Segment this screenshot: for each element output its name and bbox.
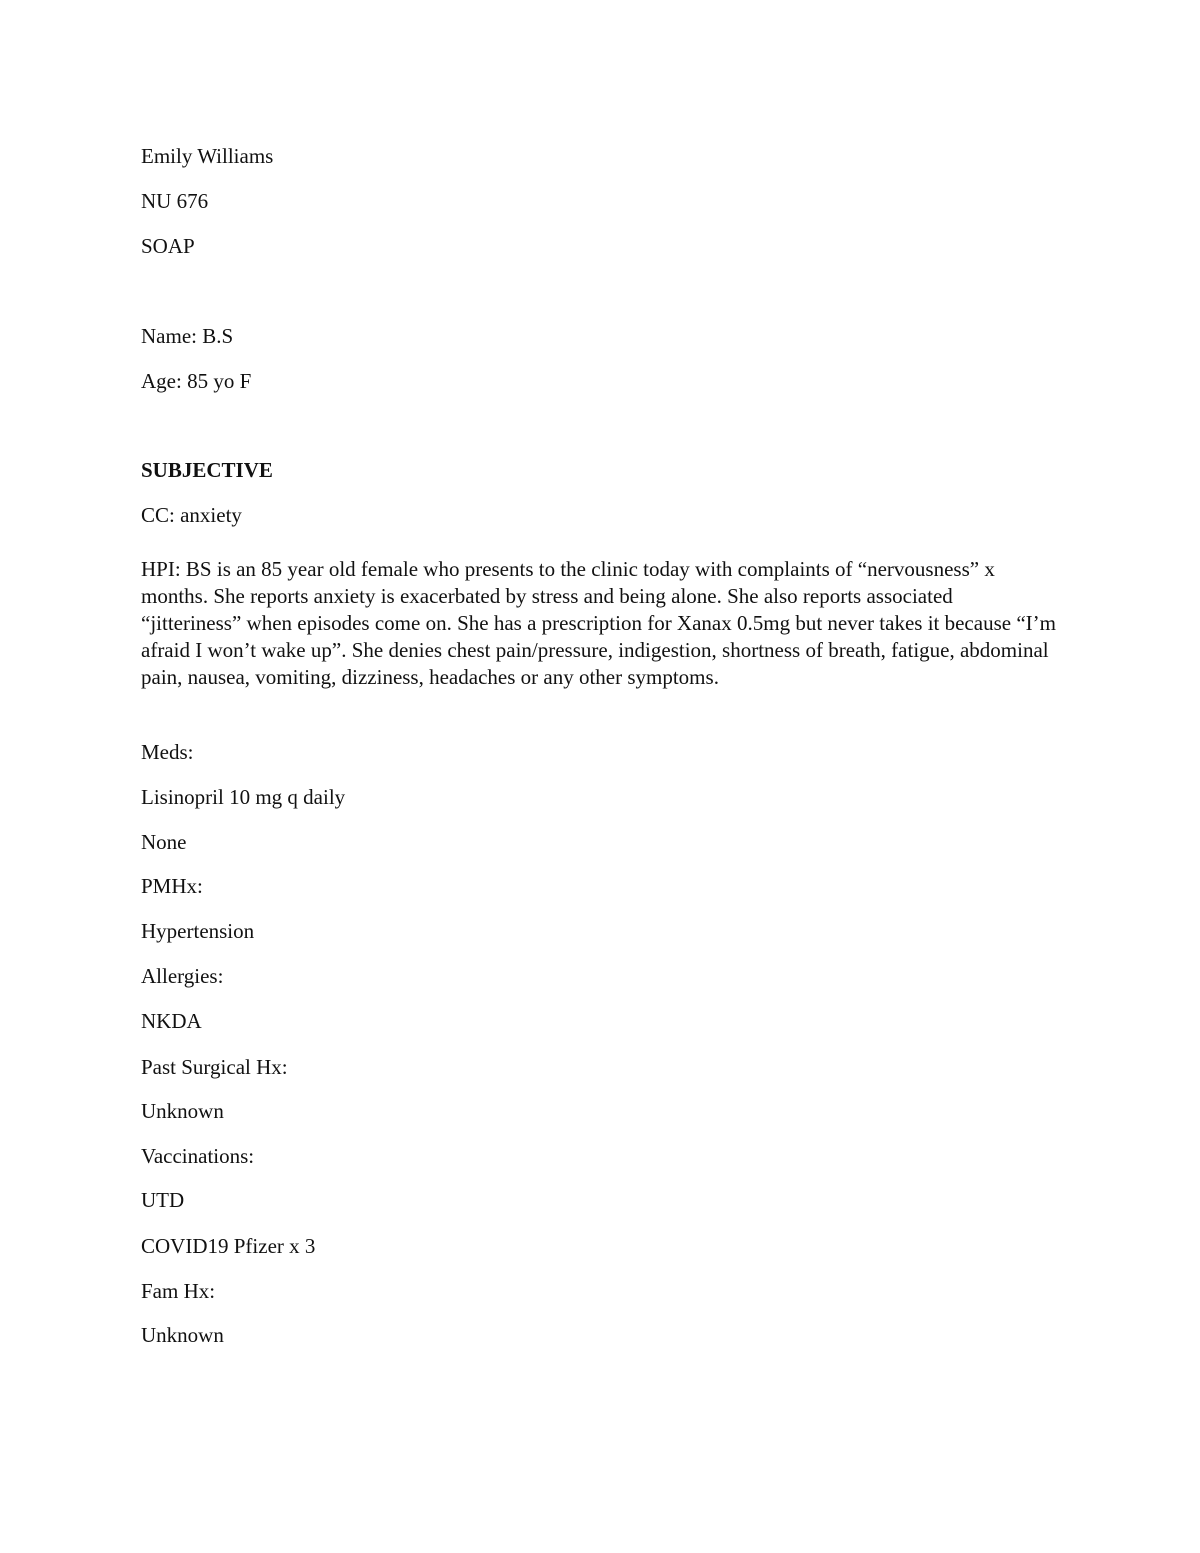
allergies-label: Allergies: bbox=[141, 964, 224, 988]
document-type: SOAP bbox=[141, 234, 195, 258]
patient-age: Age: 85 yo F bbox=[141, 369, 252, 393]
vaccination-item: UTD bbox=[141, 1188, 185, 1212]
family-history-label: Fam Hx: bbox=[141, 1279, 216, 1303]
meds-item: None bbox=[141, 830, 187, 854]
vaccinations-label: Vaccinations: bbox=[141, 1144, 255, 1168]
surgical-history-label: Past Surgical Hx: bbox=[141, 1055, 288, 1079]
pmhx-label: PMHx: bbox=[141, 874, 203, 898]
subjective-heading: SUBJECTIVE bbox=[141, 458, 273, 482]
pmhx-value: Hypertension bbox=[141, 919, 255, 943]
family-history-value: Unknown bbox=[141, 1323, 224, 1347]
chief-complaint: CC: anxiety bbox=[141, 503, 242, 527]
author-name: Emily Williams bbox=[141, 144, 274, 168]
patient-name: Name: B.S bbox=[141, 324, 234, 348]
allergies-value: NKDA bbox=[141, 1009, 202, 1033]
meds-item: Lisinopril 10 mg q daily bbox=[141, 785, 346, 809]
meds-label: Meds: bbox=[141, 740, 194, 764]
surgical-history-value: Unknown bbox=[141, 1099, 224, 1123]
hpi-paragraph: HPI: BS is an 85 year old female who presents to the clinic today with complaints of “nervousness” x months. She reports anxiety is exacerbated by stress and being alone. She also reports associated “jitteriness” when episodes come on. She has a prescription for Xanax 0.5mg but never takes it because “I’m afraid I won’t wake up”. She denies chest pain/pressure, indigestion, shortness of breath, fatigue, abdominal pain, nausea, vomiting, dizziness, headaches or any other symptoms. bbox=[141, 557, 1056, 689]
vaccination-item: COVID19 Pfizer x 3 bbox=[141, 1234, 316, 1258]
course-code: NU 676 bbox=[141, 189, 209, 213]
